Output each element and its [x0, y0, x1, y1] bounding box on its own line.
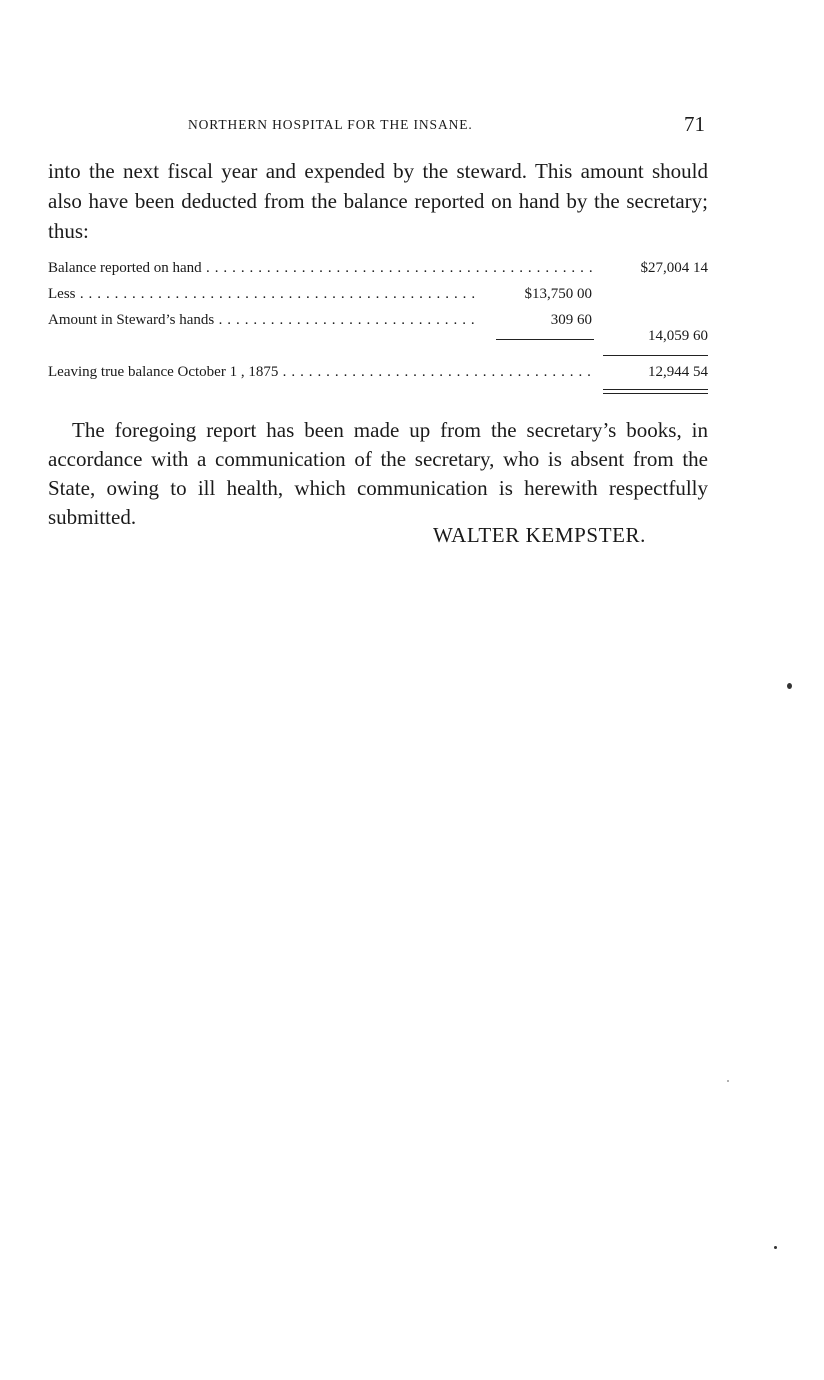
inner-amount: 309 60: [478, 312, 592, 329]
row-label: Leaving true balance October 1 , 1875 . . .: [48, 364, 604, 381]
outer-amount: $27,004 14: [594, 260, 708, 277]
outer-amount: 12,944 54: [594, 364, 708, 381]
ink-speck: [774, 1246, 777, 1249]
double-rule-bottom: [603, 393, 708, 394]
intro-paragraph: into the next fiscal year and expended by the steward. This amount should also have been deducted from the balance reported on hand by the secretary; thus:: [48, 159, 708, 243]
double-rule-top: [603, 389, 708, 390]
page-number: 71: [684, 112, 705, 136]
total-rule: [603, 355, 708, 356]
running-head: NORTHERN HOSPITAL FOR THE INSANE.: [188, 117, 473, 132]
ink-speck: [787, 683, 792, 689]
row-label: Less . . .: [48, 286, 498, 303]
account-row-less: [48, 286, 708, 308]
account-row-balance: [48, 260, 708, 282]
account-row-subtotal: [48, 328, 708, 350]
ink-speck: [727, 1080, 729, 1082]
account-row-true-balance: [48, 364, 708, 386]
inner-amount: $13,750 00: [478, 286, 592, 303]
outer-amount: 14,059 60: [594, 328, 708, 345]
row-label: Amount in Steward’s hands . . .: [48, 312, 494, 329]
closing-paragraph: The foregoing report has been made up from the secretary’s books, in accordance with a communication of the secretary, who is absent from the State, owing to ill health, which communication is herewith respectfully submitted.: [48, 418, 708, 529]
row-label: Balance reported on hand . . .: [48, 260, 604, 277]
signature: WALTER KEMPSTER.: [433, 523, 647, 547]
